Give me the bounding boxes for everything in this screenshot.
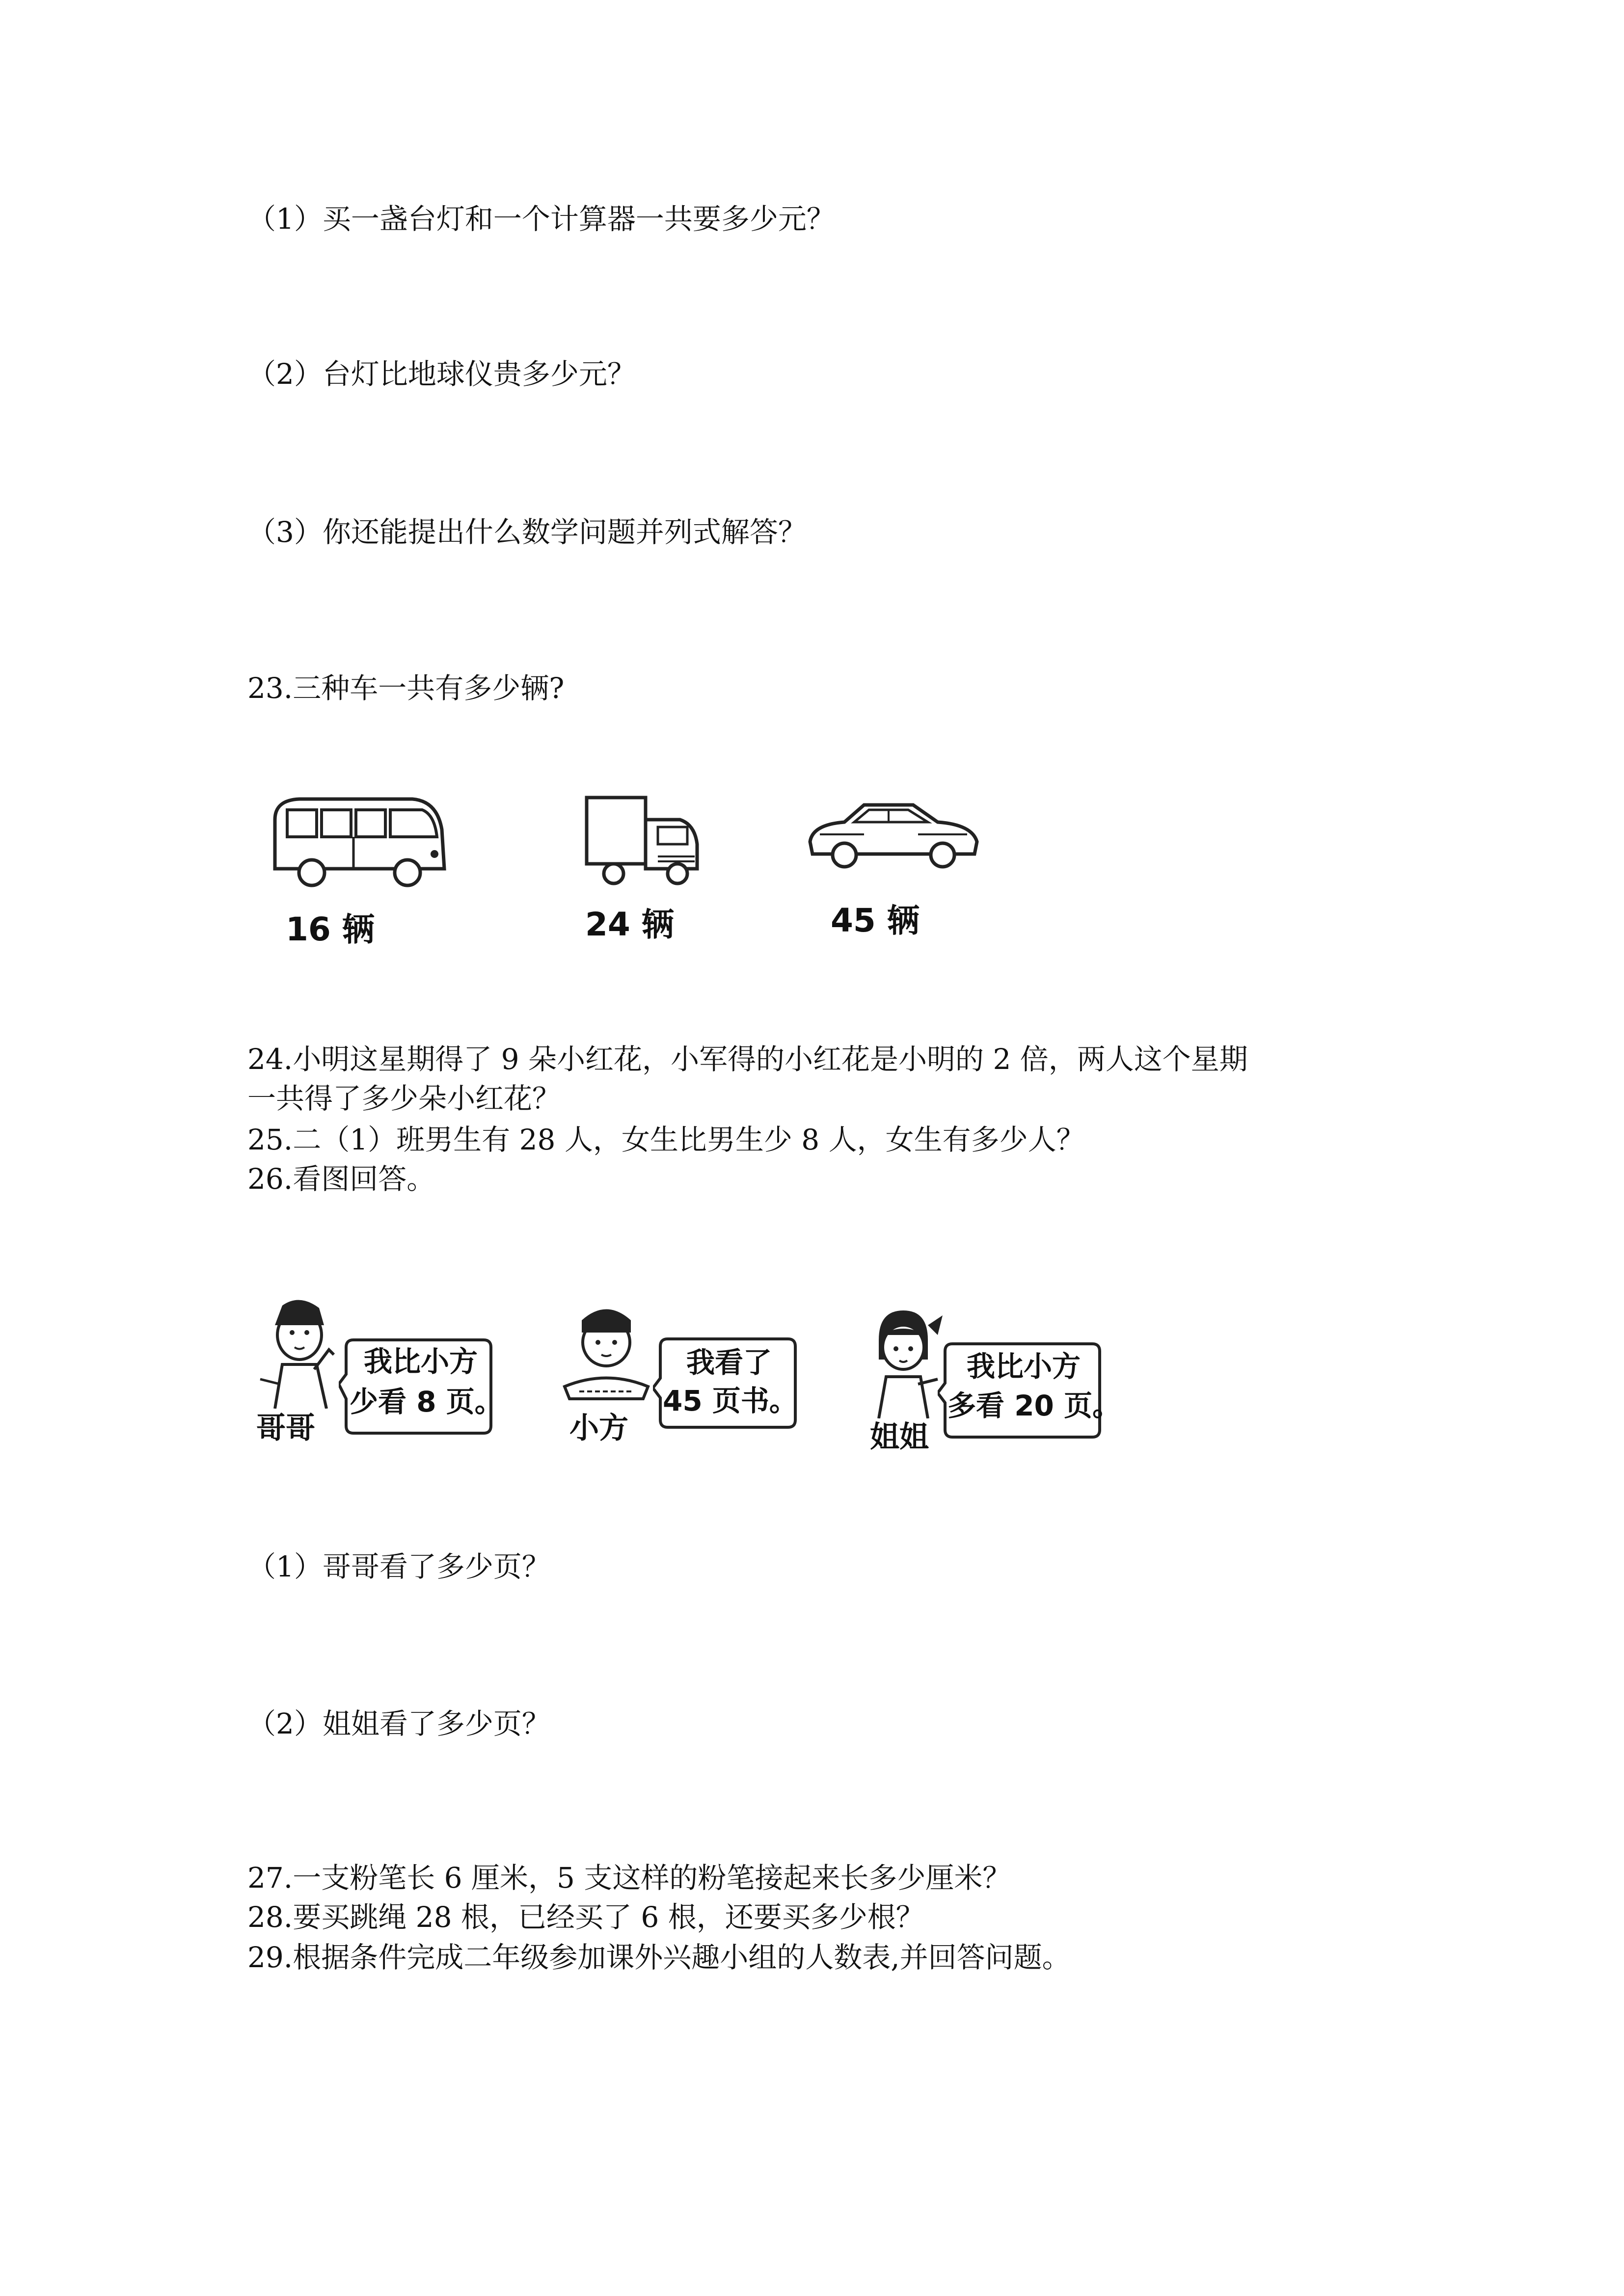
bus-icon [265, 785, 452, 893]
q22-sub3: （3）你还能提出什么数学问题并列式解答？ [247, 515, 807, 549]
car-count: 45 辆 [831, 902, 920, 939]
truck-icon [579, 790, 707, 888]
q24-line1: 24.小明这星期得了 9 朵小红花，小军得的小红花是小明的 2 倍，两人这个星期 [247, 1042, 1248, 1076]
speech-gege-line1: 我比小方 [363, 1345, 478, 1378]
name-jiejie: 姐姐 [870, 1420, 929, 1454]
q29-text: 29.根据条件完成二年级参加课外兴趣小组的人数表,并回答问题。 [247, 1941, 1071, 1974]
q25-text: 25.二（1）班男生有 28 人，女生比男生少 8 人，女生有多少人？ [247, 1123, 1085, 1156]
name-xiaofang: 小方 [569, 1411, 628, 1445]
q22-sub1: （1）买一盏台灯和一个计算器一共要多少元？ [247, 202, 835, 236]
q24-line2: 一共得了多少朵小红花？ [247, 1082, 561, 1115]
speech-xiaofang-line2: 45 页书。 [663, 1384, 798, 1417]
car-icon [805, 795, 982, 874]
person-xiaofang [560, 1301, 653, 1414]
person-jiejie [859, 1306, 947, 1418]
truck-count: 24 辆 [585, 906, 674, 943]
boy-icon [560, 1301, 653, 1414]
q28-text: 28.要买跳绳 28 根，已经买了 6 根，还要买多少根？ [247, 1900, 924, 1934]
name-gege: 哥哥 [256, 1411, 315, 1445]
q22-sub2: （2）台灯比地球仪贵多少元？ [247, 357, 636, 391]
speech-jiejie-line1: 我比小方 [966, 1350, 1081, 1383]
car-figure [805, 795, 982, 874]
truck-figure [579, 790, 707, 888]
q27-text: 27.一支粉笔长 6 厘米，5 支这样的粉笔接起来长多少厘米？ [247, 1861, 1011, 1895]
q26-text: 26.看图回答。 [247, 1162, 435, 1196]
speech-jiejie-line2: 多看 20 页。 [947, 1389, 1121, 1422]
q23-text: 23.三种车一共有多少辆? [247, 671, 565, 705]
bus-figure [265, 785, 452, 893]
speech-xiaofang-line1: 我看了 [686, 1346, 772, 1379]
girl-icon [859, 1306, 947, 1418]
q26-sub1: （1）哥哥看了多少页？ [247, 1550, 550, 1583]
boy-icon [255, 1296, 344, 1409]
q26-sub2: （2）姐姐看了多少页？ [247, 1707, 550, 1740]
speech-gege-line2: 少看 8 页。 [350, 1385, 503, 1418]
bus-count: 16 辆 [286, 910, 375, 948]
person-gege [255, 1296, 344, 1409]
